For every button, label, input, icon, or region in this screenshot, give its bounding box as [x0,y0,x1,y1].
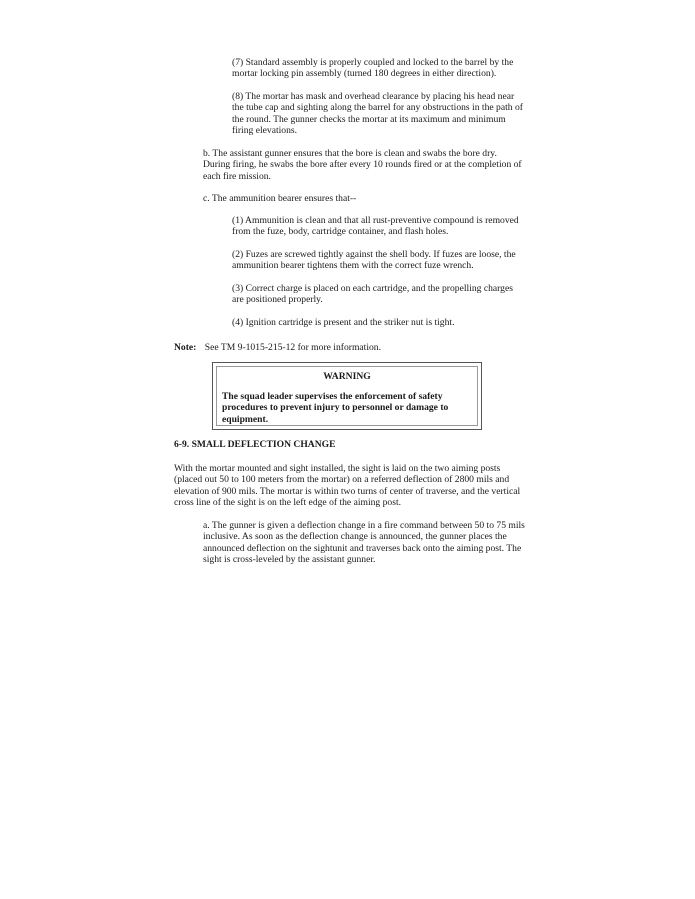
item-7-text: (7) Standard assembly is properly coupled and locked to the barrel by the mortar locking pin assembly (turned 180 degrees in either direction). [232,57,514,80]
warning-text: The squad leader supervises the enforcement of safety procedures to prevent injury to personnel or damage to equipment. [222,391,449,425]
note-line [174,342,381,353]
sub-item-2: (2) Fuzes are screwed tightly against the shell body. If fuzes are loose, the ammunition bearer tightens them with the correct fuze wrench. [232,249,516,272]
section-heading: 6-9. SMALL DEFLECTION CHANGE [174,439,336,450]
sub-item-1: (1) Ammunition is clean and that all rust-preventive compound is removed from the fuze, body, cartridge container, and flash holes. [232,215,519,238]
warning-inner-border [216,366,478,426]
note-text: See TM 9-1015-215-12 for more information. [204,342,381,353]
paragraph-a: a. The gunner is given a deflection change in a fire command between 50 to 75 mils inclusive. As soon as the deflection change is announced, the gunner places the announced deflection on the sightunit and traverses back onto the aiming post. The sight is cross-leveled by the assistant gunner. [203,520,525,566]
warning-title: WARNING [323,371,371,382]
paragraph-c: c. The ammunition bearer ensures that-- [203,193,357,204]
item-8-text: (8) The mortar has mask and overhead clearance by placing his head near the tube cap and sighting along the barrel for any obstructions in the path of the round. The gunner checks the mortar at its maximum and minimum firing elevations. [232,91,523,137]
note-label: Note: [174,342,197,353]
sub-item-4: (4) Ignition cartridge is present and the striker nut is tight. [232,317,455,328]
sub-item-3: (3) Correct charge is placed on each cartridge, and the propelling charges are positioned properly. [232,283,513,306]
section-intro-paragraph: With the mortar mounted and sight installed, the sight is laid on the two aiming posts (placed out 50 to 100 meters from the mortar) on a referred deflection of 2800 mils and elevation of 900 mils. The mortar is within two turns of center of traverse, and the vertical cross line of the sight is on the left edge of the aiming post. [174,463,521,509]
warning-box [212,362,482,430]
paragraph-b: b. The assistant gunner ensures that the bore is clean and swabs the bore dry. During firing, he swabs the bore after every 10 rounds fired or at the completion of each fire mission. [203,148,522,182]
